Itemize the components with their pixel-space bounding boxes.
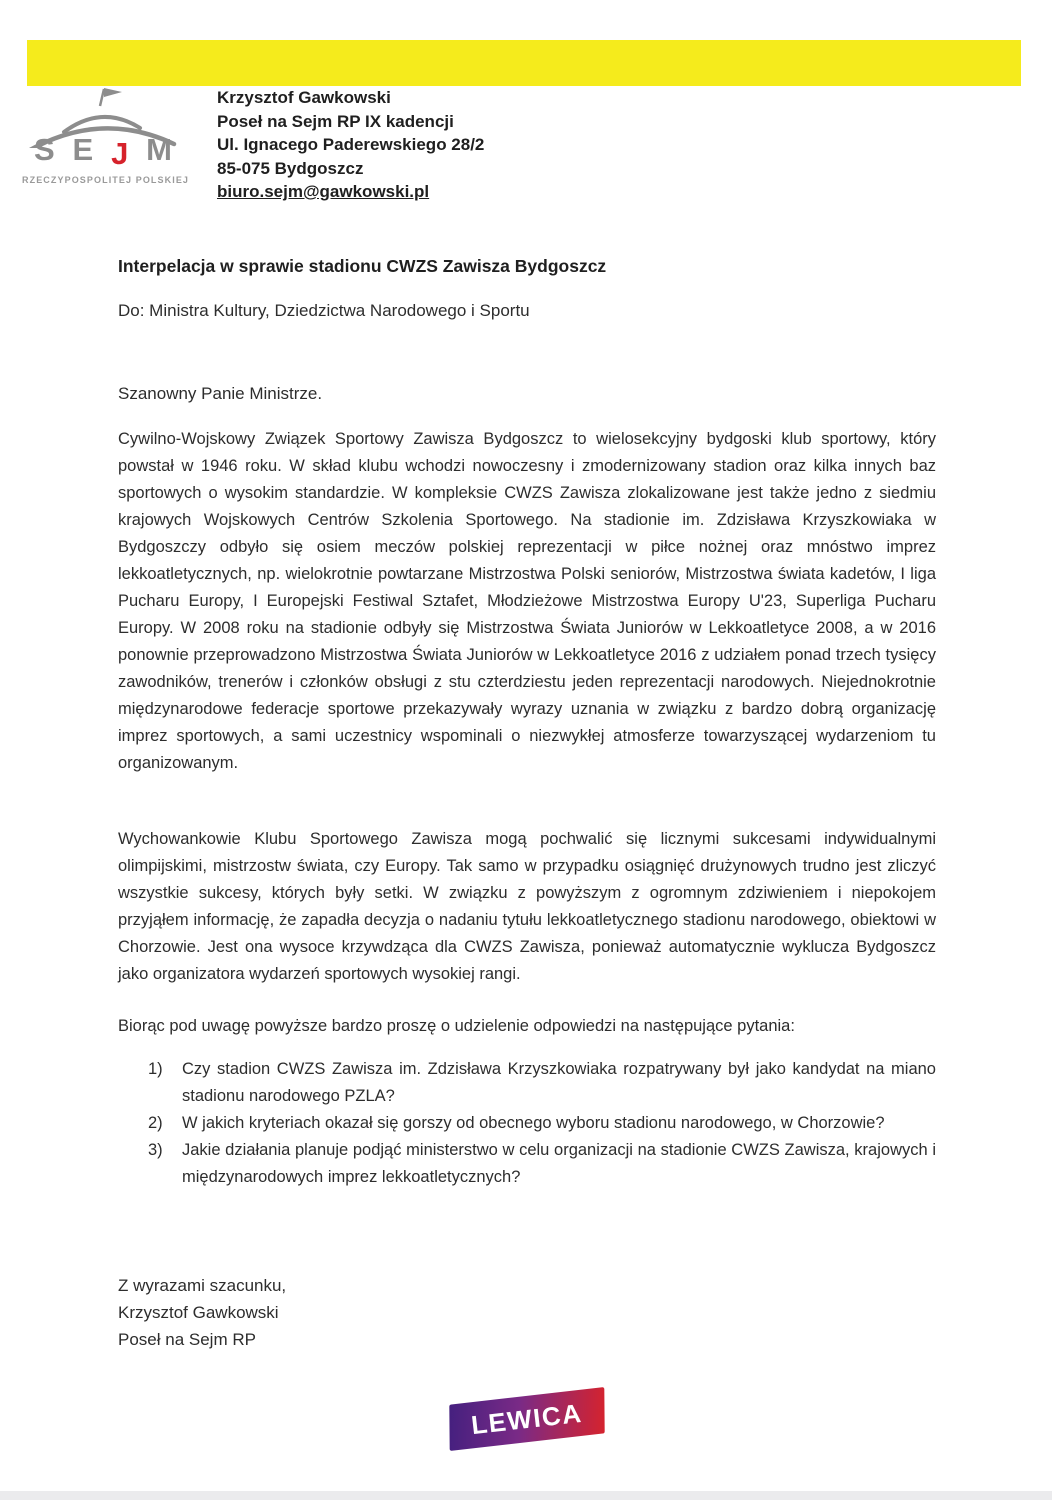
sejm-logo — [22, 84, 190, 185]
closing-signature-role: Poseł na Sejm RP — [118, 1330, 256, 1349]
question-number: 2) — [148, 1114, 163, 1132]
questions-list — [148, 1056, 936, 1191]
letter-paragraph-2: Wychowankowie Klubu Sportowego Zawisza mogą pochwalić się licznymi sukcesami indywidualnymi olimpijskimi, mistrzostw świata, czy Europy. Tak samo w przypadku osiągnięć drużynowych trudno jest zliczyć wszystkie sukcesy, których były setki. W związku z powyższym z ogromnym zdziwieniem i niepokojem przyjąłem informację, że zapadła decyzja o nadaniu tytułu lekkoatletycznego stadionu narodowego, obiektowi w Chorzowie. Jest ona wysoce krzywdząca dla CWZS Zawisza, ponieważ automatycznie wyklucza Bydgoszcz jako organizatora wydarzeń sportowych wysokiej rangi. — [118, 830, 936, 983]
lewica-logo — [449, 1387, 604, 1451]
sejm-letter-m: M — [146, 132, 172, 167]
question-item-2 — [148, 1110, 936, 1137]
question-item-1 — [148, 1056, 936, 1110]
question-item-3 — [148, 1137, 936, 1191]
question-text: Czy stadion CWZS Zawisza im. Zdzisława Krzyszkowiaka rozpatrywany był jako kandydat na miano stadionu narodowego PZLA? — [182, 1060, 936, 1105]
bottom-edge-strip — [0, 1491, 1052, 1500]
sender-email-link[interactable]: biuro.sejm@gawkowski.pl — [217, 182, 430, 201]
sejm-letter-s: S — [34, 132, 55, 167]
question-text: W jakich kryteriach okazał się gorszy od obecnego wyboru stadionu narodowego, w Chorzowie? — [182, 1114, 885, 1132]
letter-title: Interpelacja w sprawie stadionu CWZS Zawisza Bydgoszcz — [118, 256, 607, 276]
lewica-logo-text: LEWICA — [469, 1397, 585, 1441]
sejm-logo-letters — [22, 132, 182, 171]
header-accent-bar — [27, 40, 1021, 86]
sender-contact-block — [217, 86, 484, 204]
letter-paragraph-1: Cywilno-Wojskowy Związek Sportowy Zawisza Bydgoszcz to wielosekcyjny bydgoski klub sportowy, który powstał w 1946 roku. W skład klubu wchodzi nowoczesny i zmodernizowany stadion oraz kilka innych baz sportowych o wysokim standardzie. W kompleksie CWZS Zawisza zlokalizowane jest także jedno z siedmiu krajowych Wojskowych Centrów Szkolenia Sportowego. Na stadionie im. Zdzisława Krzyszkowiaka w Bydgoszczy odbyło się osiem meczów polskiej reprezentacji w piłce nożnej oraz mnóstwo imprez lekkoatletycznych, np. wielokrotnie powtarzane Mistrzostwa Polski seniorów, Mistrzostwa świata kadetów, I liga Pucharu Europy, I Europejski Festiwal Sztafet, Młodzieżowe Mistrzostwa Europy U'23, Superliga Pucharu Europy. W 2008 roku na stadionie odbyły się Mistrzostwa Świata Juniorów w Lekkoatletyce 2008, a w 2016 ponownie przeprowadzono Mistrzostwa Świata Juniorów w Lekkoatletyce 2016 z udziałem ponad trzech tysięcy zawodników, trenerów i członków obsługi z stu czterdziestu jeden reprezentacji narodowych. Niejednokrotnie międzynarodowe federacje sportowe przekazywały wyrazy uznania w związku z bardzo dobrą organizację imprez sportowych, a sami uczestnicy wspominali o niezwykłej atmosferze towarzyszącej wydarzeniom tu organizowanym. — [118, 430, 936, 772]
letter-closing — [118, 1272, 286, 1353]
question-number: 3) — [148, 1141, 163, 1159]
sejm-letter-e: E — [72, 132, 94, 167]
letter-addressee: Do: Ministra Kultury, Dziedzictwa Narodowego i Sportu — [118, 301, 530, 320]
question-text: Jakie działania planuje podjąć ministerstwo w celu organizacji na stadionie CWZS Zawisza, krajowych i międzynarodowych imprez lekkoatletycznych? — [182, 1141, 936, 1186]
sender-address-street: Ul. Ignacego Paderewskiego 28/2 — [217, 135, 485, 154]
sender-name: Krzysztof Gawkowski — [217, 88, 391, 107]
sejm-letter-j: J — [111, 136, 129, 171]
sender-address-city: 85-075 Bydgoszcz — [217, 158, 364, 178]
letter-lead-in: Biorąc pod uwagę powyższe bardzo proszę o udzielenie odpowiedzi na następujące pytania: — [118, 1017, 795, 1035]
closing-salutation: Z wyrazami szacunku, — [118, 1276, 287, 1295]
closing-signature-name: Krzysztof Gawkowski — [118, 1303, 279, 1322]
sejm-logo-subtext: RZECZYPOSPOLITEJ POLSKIEJ — [22, 175, 190, 185]
question-number: 1) — [148, 1060, 163, 1078]
letter-salutation: Szanowny Panie Ministrze. — [118, 384, 323, 403]
sender-role: Poseł na Sejm RP IX kadencji — [217, 111, 454, 131]
